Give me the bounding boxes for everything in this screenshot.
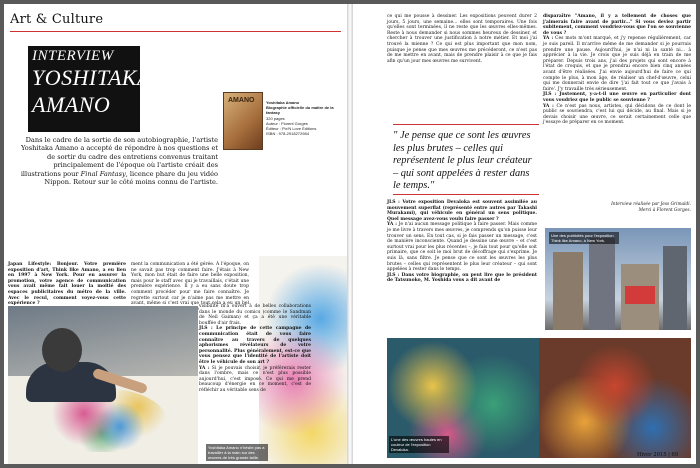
answer-3-lead: YA : bbox=[387, 222, 397, 228]
book-isbn: ISBN : 978-2918272984 bbox=[266, 131, 309, 137]
answer-4: Ces mots m'ont marqué, et j'y repense régulièrement, car je suis pareil. Il m'arrive même de me demander si je pourrais prendre une pause. Aujourd'hui, je n'ai ni la santé ni... à apprécier à la vie. Je crois que je suis déjà en train de me préparer. Depuis trois ans, j'ai des projets qui sont encore à l'état de croquis, et que je prendrai encore bien cinq années avant d'être réalisées. J'ai envie aujourd'hui de faire ce qui compte le plus, à mon âge, de réaliser un chef-d'œuvre, celui qui me donnerait envie de dire 'j'ai fait tout ce que j'avais à faire'. J'y travaille très sérieusement. bbox=[543, 36, 691, 92]
pull-quote: " Je pense que ce sont les œuvres les plus brutes – celles qui représentent le plus leur créateur – qui sont appelées à rester dans le temps." bbox=[393, 130, 532, 192]
question-1: Japan Lifestyle: Bonjour. Votre première exposition d'art, Think like Amano, a eu lieu en 1997 à New York. Pour en assurer la promotion, votre agence de communication vous avait même fait louer la moitié des espaces publicitaires du métro de la ville. Avec le recul, comment voyez-vous cette expérience ? bbox=[8, 262, 126, 307]
section-heading: Art & Culture bbox=[10, 12, 104, 27]
city-photo-caption: Une des publicités pour l'exposition Think like Amano, à New York. bbox=[549, 232, 619, 244]
page-folio: Hiver 2015 | 69 bbox=[637, 452, 679, 458]
intro-paragraph bbox=[18, 136, 218, 186]
quote-rule-top bbox=[393, 124, 539, 125]
book-author: Auteur : Florent Gorges bbox=[266, 120, 308, 126]
question-3: JLS : Votre exposition Devaloka est souvent assimilée au mouvement superflat (représenté entre autres par Takashi Murakami), qui véhicule en général un sens politique. Quel message avez-vous voulu faire passer ? bbox=[387, 200, 537, 222]
book-cover-image bbox=[223, 92, 263, 150]
answer-3: Je n'ai aucun message politique à faire passer. Mais comme je me livre à travers mes œuvres, je comprends qu'on puisse leur trouver un sens. En tout cas, si je fais passer un message, c'est de manière inconsciente. Quand je dessine une œuvre – et c'est surtout vrai pour les plus récentes –, je fais tout pour qu'elle soit primaire, que ce soit le moi brut de décoffrage qui s'exprime. Je suis là, sans filtre. Je pense que ce sont les œuvres les plus brutes – celles qui représentent le plus leur créateur – qui sont appelées à rester dans le temps. bbox=[387, 222, 537, 273]
credits-line-1: Interview réalisée par Jess Grimaldi. bbox=[611, 202, 691, 207]
book-publisher: Éditeur : Pix'N Love Éditions bbox=[266, 126, 317, 132]
question-2: JLS : Le principe de cette campagne de communication était de vous faire connaître au travers de quelques aphorismes révélateurs de votre personnalité. Plus généralement, est-ce que vous pensez que l'identité de l'artiste doit être le véhicule de son art ? bbox=[199, 326, 311, 365]
right-column-2 bbox=[543, 14, 691, 126]
answer-4-lead: YA : bbox=[543, 36, 554, 42]
title-line-2: AMANO bbox=[32, 92, 111, 117]
artwork-caption: L'une des œuvres hautes en couleur de l'exposition Devaloka. bbox=[389, 436, 449, 453]
right-column-1-top bbox=[387, 14, 537, 64]
credits-line-2: Merci à Florent Gorges. bbox=[638, 207, 691, 213]
book-cover-title: AMANO bbox=[228, 97, 255, 104]
intro-after: , licence phare du jeu vidéo Nippon. Retour sur le côté moins connu de l'artiste. bbox=[44, 169, 218, 187]
intro-before: Dans le cadre de la sortie de son autobiographie, l'artiste Yoshitaka Amano a accepté de répondre à nos questions et de sortir du cadre des entretiens convenus traitant principalement de l'époque où l'artiste créait des illustrations pour bbox=[20, 136, 218, 178]
answer-5: Ce n'est pas nous, artistes, qui décidons de ce dont le public se souviendra, c'est lui qui décide, au final. Mais si je devais choisir une œuvre, ce serait certainement celle que j'essaye de préparer en ce moment. bbox=[543, 103, 691, 126]
title-line-1: YOSHITAKA bbox=[32, 65, 151, 90]
answer-5-lead: YA : bbox=[543, 103, 554, 109]
right-column-1-text: ce qui me pousse à dessiner. Les expositions peuvent durer 2 jours, 5 jours, une semaine... elles sont temporaires. Une fois qu'elles sont terminées, il ne reste que les œuvres elles-mêmes. Reste à nous demander si nous sommes heureux de dessiner, et chercher à trouver une justification à notre métier. Et moi j'ai trouvé la mienne ? Ce qui est plus important que mon nom, puisque je pense que mes œuvres me précéderont, ce n'est pas de me mettre en avant, mais de prendre plaisir à ce que je fais afin qu'un jour mes œuvres me survivent. bbox=[387, 14, 537, 64]
left-page bbox=[4, 4, 347, 464]
column-2-text: ment la communication a été gérée. À l'époque, on ne savait pas trop comment faire. J'étais à New York, mon but était de faire une belle exposition, mais pour le staff avec qui je travaillais, c'était une première expérience. Il y a eu sans doute trop comment procéder pour me faire connaître. Je regrette surtout car je n'aime pas me mettre en avant, même si c'est vrai que tout cela a eu un bel bbox=[131, 262, 249, 307]
column-3-intro: visibilité m'a ouvert à de belles collaborations dans le monde du comics (comme le Sandman de Neil Gaiman) et ça a été une véritable bouffée d'air frais. bbox=[199, 304, 311, 326]
book-caption bbox=[266, 100, 342, 136]
question-4: JLS : Dans votre biographie, on peut lire que le président de Tatsunoko, M. Yoshida vous a dit avant de bbox=[387, 272, 537, 284]
title-kicker: INTERVIEW bbox=[32, 48, 114, 64]
left-column-3 bbox=[199, 304, 311, 394]
right-page bbox=[353, 4, 696, 464]
quote-rule-bottom bbox=[393, 194, 539, 195]
book-caption-subtitle: Biographie officielle du maître de la fantasy bbox=[266, 105, 334, 116]
book-caption-title: Yoshitaka Amano bbox=[266, 100, 300, 105]
section-rule bbox=[10, 31, 341, 32]
question-4-continued: disparaître "Amano, il y a tellement de choses que j'aimerais faire avant de partir..." Si vous deviez partir subitement, comment voudriez-vous que l'on se souvienne de vous ? bbox=[543, 14, 691, 36]
interview-credits bbox=[609, 202, 691, 213]
photo-caption: Yoshitaka Amano n'hésite pas à travailler à la main sur des œuvres de très grande taille. bbox=[206, 444, 268, 461]
artist-photo bbox=[8, 306, 198, 464]
book-pages: 320 pages bbox=[266, 115, 285, 121]
answer-2-lead: YA : bbox=[199, 365, 210, 371]
answer-2: Si je pouvais choisir, je préférerais rester dans l'ombre, mais ce n'est plus possible aujourd'hui, c'est imposé. Ce qui me prend beaucoup d'énergie en ce moment, c'est de réfléchir au véritable sens de bbox=[199, 365, 311, 393]
right-column-1-bottom bbox=[387, 200, 537, 284]
question-5: JLS : Justement, y-a-t-il une œuvre en particulier dont vous voudriez que le public se souvienne ? bbox=[543, 92, 691, 103]
intro-italic: Final Fantasy bbox=[80, 169, 126, 178]
